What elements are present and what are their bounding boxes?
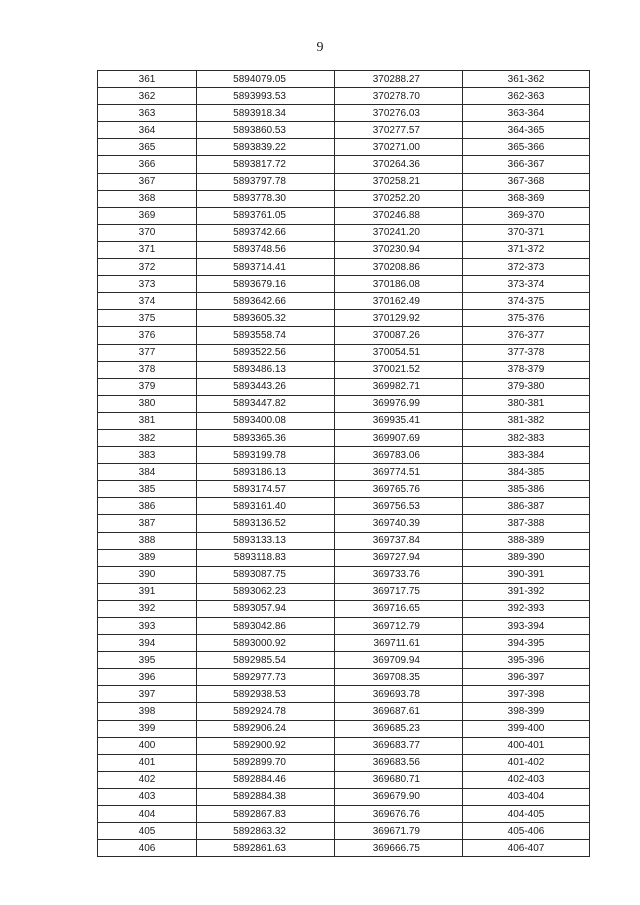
- segment-cell: 406-407: [463, 840, 590, 857]
- segment-cell: 367-368: [463, 173, 590, 190]
- y-coordinate-cell: 369708.35: [335, 669, 463, 686]
- table-row: [98, 156, 590, 173]
- x-coordinate-cell: 5892884.38: [197, 788, 335, 805]
- point-number-cell: 363: [98, 105, 197, 122]
- table-row: [98, 122, 590, 139]
- x-coordinate-cell: 5893174.57: [197, 481, 335, 498]
- table-row: [98, 361, 590, 378]
- x-coordinate-cell: 5892977.73: [197, 669, 335, 686]
- x-coordinate-cell: 5892861.63: [197, 840, 335, 857]
- point-number-cell: 366: [98, 156, 197, 173]
- segment-cell: 379-380: [463, 378, 590, 395]
- table-row: [98, 669, 590, 686]
- table-row: [98, 481, 590, 498]
- point-number-cell: 364: [98, 122, 197, 139]
- coordinates-table: [97, 70, 590, 857]
- x-coordinate-cell: 5893860.53: [197, 122, 335, 139]
- table-row: [98, 600, 590, 617]
- point-number-cell: 370: [98, 224, 197, 241]
- segment-cell: 368-369: [463, 190, 590, 207]
- y-coordinate-cell: 370186.08: [335, 276, 463, 293]
- y-coordinate-cell: 369716.65: [335, 600, 463, 617]
- segment-cell: 389-390: [463, 549, 590, 566]
- point-number-cell: 390: [98, 566, 197, 583]
- segment-cell: 365-366: [463, 139, 590, 156]
- segment-cell: 388-389: [463, 532, 590, 549]
- x-coordinate-cell: 5893447.82: [197, 395, 335, 412]
- table-row: [98, 293, 590, 310]
- y-coordinate-cell: 369685.23: [335, 720, 463, 737]
- y-coordinate-cell: 369693.78: [335, 686, 463, 703]
- segment-cell: 364-365: [463, 122, 590, 139]
- y-coordinate-cell: 369765.76: [335, 481, 463, 498]
- table-row: [98, 190, 590, 207]
- segment-cell: 383-384: [463, 447, 590, 464]
- segment-cell: 386-387: [463, 498, 590, 515]
- y-coordinate-cell: 369774.51: [335, 464, 463, 481]
- y-coordinate-cell: 369737.84: [335, 532, 463, 549]
- point-number-cell: 368: [98, 190, 197, 207]
- y-coordinate-cell: 370246.88: [335, 207, 463, 224]
- segment-cell: 366-367: [463, 156, 590, 173]
- table-row: [98, 173, 590, 190]
- table-row: [98, 652, 590, 669]
- point-number-cell: 406: [98, 840, 197, 857]
- table-row: [98, 412, 590, 429]
- point-number-cell: 373: [98, 276, 197, 293]
- table-row: [98, 635, 590, 652]
- x-coordinate-cell: 5893087.75: [197, 566, 335, 583]
- point-number-cell: 384: [98, 464, 197, 481]
- y-coordinate-cell: 369733.76: [335, 566, 463, 583]
- segment-cell: 402-403: [463, 771, 590, 788]
- x-coordinate-cell: 5892867.83: [197, 806, 335, 823]
- x-coordinate-cell: 5892900.92: [197, 737, 335, 754]
- table-row: [98, 310, 590, 327]
- y-coordinate-cell: 369907.69: [335, 429, 463, 446]
- table-row: [98, 686, 590, 703]
- y-coordinate-cell: 370230.94: [335, 241, 463, 258]
- table-row: [98, 823, 590, 840]
- x-coordinate-cell: 5893400.08: [197, 412, 335, 429]
- segment-cell: 392-393: [463, 600, 590, 617]
- y-coordinate-cell: 370087.26: [335, 327, 463, 344]
- x-coordinate-cell: 5893748.56: [197, 241, 335, 258]
- x-coordinate-cell: 5893993.53: [197, 88, 335, 105]
- y-coordinate-cell: 370258.21: [335, 173, 463, 190]
- table-row: [98, 532, 590, 549]
- y-coordinate-cell: 369740.39: [335, 515, 463, 532]
- y-coordinate-cell: 369783.06: [335, 447, 463, 464]
- point-number-cell: 365: [98, 139, 197, 156]
- x-coordinate-cell: 5893558.74: [197, 327, 335, 344]
- point-number-cell: 374: [98, 293, 197, 310]
- x-coordinate-cell: 5893057.94: [197, 600, 335, 617]
- segment-cell: 395-396: [463, 652, 590, 669]
- y-coordinate-cell: 369935.41: [335, 412, 463, 429]
- y-coordinate-cell: 370264.36: [335, 156, 463, 173]
- segment-cell: 371-372: [463, 241, 590, 258]
- segment-cell: 387-388: [463, 515, 590, 532]
- point-number-cell: 377: [98, 344, 197, 361]
- x-coordinate-cell: 5892906.24: [197, 720, 335, 737]
- y-coordinate-cell: 369976.99: [335, 395, 463, 412]
- coordinates-table-body: [98, 71, 590, 857]
- y-coordinate-cell: 370271.00: [335, 139, 463, 156]
- x-coordinate-cell: 5892938.53: [197, 686, 335, 703]
- y-coordinate-cell: 369683.77: [335, 737, 463, 754]
- table-row: [98, 703, 590, 720]
- segment-cell: 363-364: [463, 105, 590, 122]
- segment-cell: 400-401: [463, 737, 590, 754]
- y-coordinate-cell: 370276.03: [335, 105, 463, 122]
- y-coordinate-cell: 369709.94: [335, 652, 463, 669]
- table-row: [98, 566, 590, 583]
- x-coordinate-cell: 5893486.13: [197, 361, 335, 378]
- y-coordinate-cell: 370021.52: [335, 361, 463, 378]
- x-coordinate-cell: 5893817.72: [197, 156, 335, 173]
- x-coordinate-cell: 5893199.78: [197, 447, 335, 464]
- y-coordinate-cell: 369671.79: [335, 823, 463, 840]
- table-row: [98, 464, 590, 481]
- table-row: [98, 754, 590, 771]
- x-coordinate-cell: 5892899.70: [197, 754, 335, 771]
- x-coordinate-cell: 5893062.23: [197, 583, 335, 600]
- segment-cell: 401-402: [463, 754, 590, 771]
- segment-cell: 369-370: [463, 207, 590, 224]
- y-coordinate-cell: 370162.49: [335, 293, 463, 310]
- point-number-cell: 404: [98, 806, 197, 823]
- x-coordinate-cell: 5893642.66: [197, 293, 335, 310]
- table-row: [98, 71, 590, 88]
- segment-cell: 398-399: [463, 703, 590, 720]
- segment-cell: 384-385: [463, 464, 590, 481]
- segment-cell: 382-383: [463, 429, 590, 446]
- x-coordinate-cell: 5893522.56: [197, 344, 335, 361]
- x-coordinate-cell: 5893839.22: [197, 139, 335, 156]
- segment-cell: 405-406: [463, 823, 590, 840]
- table-row: [98, 378, 590, 395]
- page-number: 9: [316, 40, 324, 55]
- y-coordinate-cell: 369982.71: [335, 378, 463, 395]
- point-number-cell: 369: [98, 207, 197, 224]
- x-coordinate-cell: 5892884.46: [197, 771, 335, 788]
- segment-cell: 372-373: [463, 259, 590, 276]
- point-number-cell: 376: [98, 327, 197, 344]
- table-row: [98, 618, 590, 635]
- y-coordinate-cell: 370129.92: [335, 310, 463, 327]
- point-number-cell: 378: [98, 361, 197, 378]
- y-coordinate-cell: 370277.57: [335, 122, 463, 139]
- table-row: [98, 498, 590, 515]
- x-coordinate-cell: 5893136.52: [197, 515, 335, 532]
- point-number-cell: 402: [98, 771, 197, 788]
- x-coordinate-cell: 5893365.36: [197, 429, 335, 446]
- segment-cell: 373-374: [463, 276, 590, 293]
- x-coordinate-cell: 5893000.92: [197, 635, 335, 652]
- y-coordinate-cell: 369679.90: [335, 788, 463, 805]
- point-number-cell: 397: [98, 686, 197, 703]
- segment-cell: 376-377: [463, 327, 590, 344]
- point-number-cell: 386: [98, 498, 197, 515]
- x-coordinate-cell: 5893605.32: [197, 310, 335, 327]
- table-row: [98, 395, 590, 412]
- segment-cell: 393-394: [463, 618, 590, 635]
- point-number-cell: 379: [98, 378, 197, 395]
- y-coordinate-cell: 369717.75: [335, 583, 463, 600]
- y-coordinate-cell: 369756.53: [335, 498, 463, 515]
- table-row: [98, 583, 590, 600]
- x-coordinate-cell: 5893133.13: [197, 532, 335, 549]
- table-row: [98, 207, 590, 224]
- table-row: [98, 327, 590, 344]
- point-number-cell: 392: [98, 600, 197, 617]
- table-row: [98, 840, 590, 857]
- y-coordinate-cell: 369683.56: [335, 754, 463, 771]
- x-coordinate-cell: 5894079.05: [197, 71, 335, 88]
- segment-cell: 403-404: [463, 788, 590, 805]
- segment-cell: 362-363: [463, 88, 590, 105]
- x-coordinate-cell: 5893679.16: [197, 276, 335, 293]
- point-number-cell: 372: [98, 259, 197, 276]
- y-coordinate-cell: 369727.94: [335, 549, 463, 566]
- segment-cell: 394-395: [463, 635, 590, 652]
- table-row: [98, 549, 590, 566]
- table-row: [98, 88, 590, 105]
- x-coordinate-cell: 5892985.54: [197, 652, 335, 669]
- segment-cell: 404-405: [463, 806, 590, 823]
- segment-cell: 378-379: [463, 361, 590, 378]
- point-number-cell: 375: [98, 310, 197, 327]
- y-coordinate-cell: 370288.27: [335, 71, 463, 88]
- table-row: [98, 429, 590, 446]
- segment-cell: 370-371: [463, 224, 590, 241]
- segment-cell: 381-382: [463, 412, 590, 429]
- point-number-cell: 383: [98, 447, 197, 464]
- y-coordinate-cell: 370208.86: [335, 259, 463, 276]
- segment-cell: 374-375: [463, 293, 590, 310]
- segment-cell: 396-397: [463, 669, 590, 686]
- segment-cell: 375-376: [463, 310, 590, 327]
- x-coordinate-cell: 5893118.83: [197, 549, 335, 566]
- point-number-cell: 400: [98, 737, 197, 754]
- table-row: [98, 447, 590, 464]
- segment-cell: 391-392: [463, 583, 590, 600]
- y-coordinate-cell: 369666.75: [335, 840, 463, 857]
- segment-cell: 399-400: [463, 720, 590, 737]
- x-coordinate-cell: 5893778.30: [197, 190, 335, 207]
- table-row: [98, 139, 590, 156]
- segment-cell: 380-381: [463, 395, 590, 412]
- point-number-cell: 382: [98, 429, 197, 446]
- x-coordinate-cell: 5893042.86: [197, 618, 335, 635]
- segment-cell: 390-391: [463, 566, 590, 583]
- y-coordinate-cell: 370241.20: [335, 224, 463, 241]
- table-row: [98, 105, 590, 122]
- point-number-cell: 393: [98, 618, 197, 635]
- x-coordinate-cell: 5893443.26: [197, 378, 335, 395]
- y-coordinate-cell: 370278.70: [335, 88, 463, 105]
- table-row: [98, 720, 590, 737]
- x-coordinate-cell: 5893161.40: [197, 498, 335, 515]
- table-row: [98, 344, 590, 361]
- table-row: [98, 771, 590, 788]
- point-number-cell: 405: [98, 823, 197, 840]
- point-number-cell: 362: [98, 88, 197, 105]
- y-coordinate-cell: 369680.71: [335, 771, 463, 788]
- x-coordinate-cell: 5893761.05: [197, 207, 335, 224]
- segment-cell: 377-378: [463, 344, 590, 361]
- y-coordinate-cell: 369687.61: [335, 703, 463, 720]
- x-coordinate-cell: 5892863.32: [197, 823, 335, 840]
- point-number-cell: 389: [98, 549, 197, 566]
- y-coordinate-cell: 369712.79: [335, 618, 463, 635]
- y-coordinate-cell: 370252.20: [335, 190, 463, 207]
- point-number-cell: 388: [98, 532, 197, 549]
- x-coordinate-cell: 5892924.78: [197, 703, 335, 720]
- point-number-cell: 381: [98, 412, 197, 429]
- point-number-cell: 394: [98, 635, 197, 652]
- x-coordinate-cell: 5893186.13: [197, 464, 335, 481]
- y-coordinate-cell: 369676.76: [335, 806, 463, 823]
- x-coordinate-cell: 5893714.41: [197, 259, 335, 276]
- point-number-cell: 391: [98, 583, 197, 600]
- table-row: [98, 259, 590, 276]
- segment-cell: 361-362: [463, 71, 590, 88]
- table-row: [98, 788, 590, 805]
- point-number-cell: 361: [98, 71, 197, 88]
- point-number-cell: 399: [98, 720, 197, 737]
- x-coordinate-cell: 5893797.78: [197, 173, 335, 190]
- point-number-cell: 396: [98, 669, 197, 686]
- x-coordinate-cell: 5893742.66: [197, 224, 335, 241]
- y-coordinate-cell: 370054.51: [335, 344, 463, 361]
- table-row: [98, 737, 590, 754]
- table-row: [98, 276, 590, 293]
- point-number-cell: 387: [98, 515, 197, 532]
- table-row: [98, 224, 590, 241]
- point-number-cell: 380: [98, 395, 197, 412]
- point-number-cell: 401: [98, 754, 197, 771]
- table-row: [98, 806, 590, 823]
- segment-cell: 397-398: [463, 686, 590, 703]
- point-number-cell: 371: [98, 241, 197, 258]
- point-number-cell: 385: [98, 481, 197, 498]
- segment-cell: 385-386: [463, 481, 590, 498]
- point-number-cell: 367: [98, 173, 197, 190]
- x-coordinate-cell: 5893918.34: [197, 105, 335, 122]
- point-number-cell: 395: [98, 652, 197, 669]
- point-number-cell: 403: [98, 788, 197, 805]
- table-row: [98, 515, 590, 532]
- point-number-cell: 398: [98, 703, 197, 720]
- y-coordinate-cell: 369711.61: [335, 635, 463, 652]
- table-row: [98, 241, 590, 258]
